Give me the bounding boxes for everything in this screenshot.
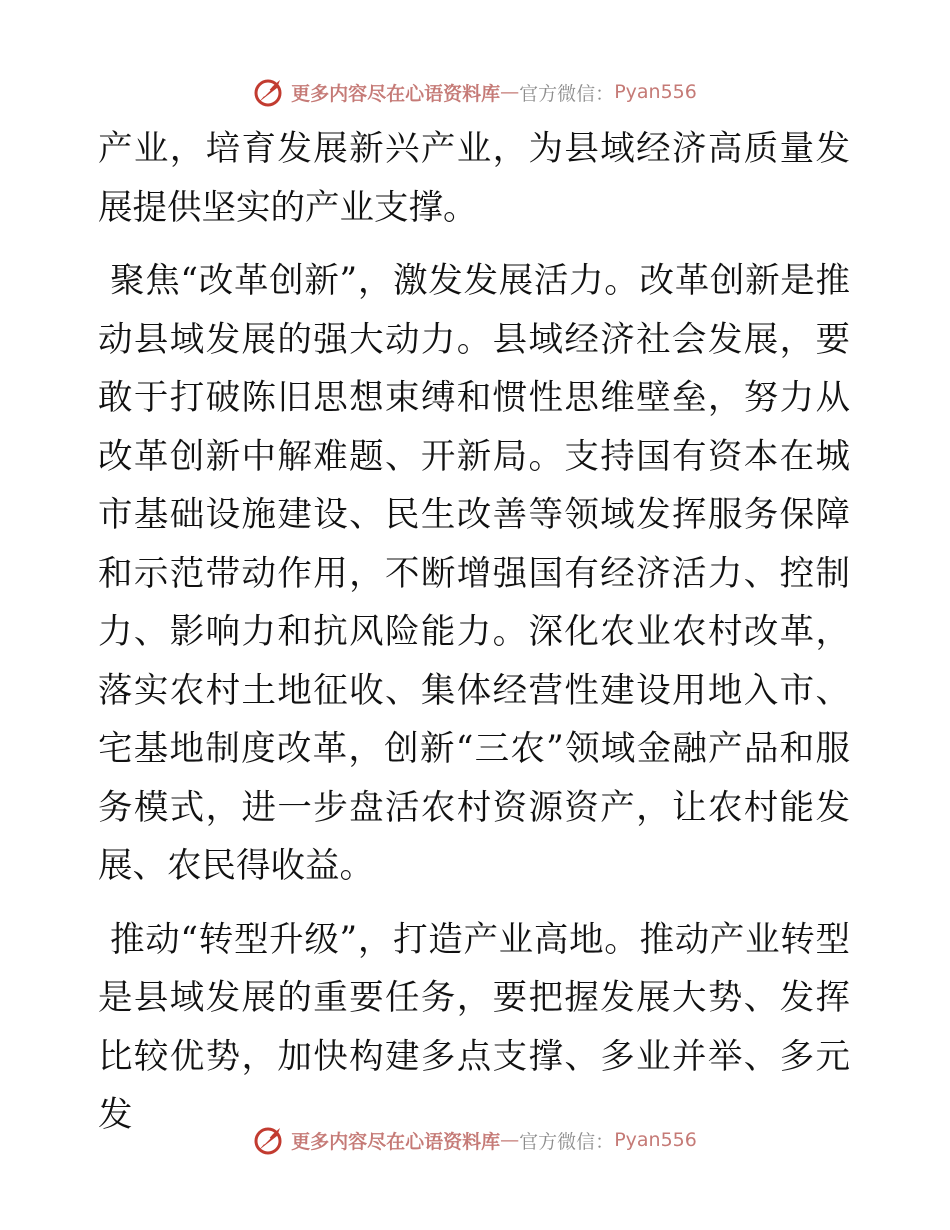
watermark-wechat-id: Pyan556 <box>614 81 697 103</box>
watermark-wechat-label: 官方微信： <box>519 82 615 105</box>
footer-watermark <box>0 1120 950 1160</box>
watermark-site-text: 更多内容尽在心语资料库 <box>291 82 501 105</box>
quill-circle-icon <box>253 1124 285 1156</box>
quill-circle-icon <box>253 76 285 108</box>
watermark-dash: — <box>500 81 520 103</box>
watermark-wechat-label: 官方微信： <box>519 1130 615 1153</box>
paragraph-2: 聚焦“改革创新”，激发发展活力。改革创新是推动县域发展的强大动力。县域经济社会发展，要敢于打破陈旧思想束缚和惯性思维壁垒，努力从改革创新中解难题、开新局。支持国有资本在城市基础设施建设、民生改善等领域发挥服务保障和示范带动作用，不断增强国有经济活力、控制力、影响力和抗风险能力。深化农业农村改革，落实农村土地征收、集体经营性建设用地入市、宅基地制度改革，创新“三农”领域金融产品和服务模式，进一步盘活农村资源资产，让农村能发展、农民得收益。 <box>98 261 850 886</box>
watermark-wechat-id: Pyan556 <box>614 1129 697 1151</box>
watermark-dash: — <box>500 1129 520 1151</box>
watermark-site-text: 更多内容尽在心语资料库 <box>291 1130 501 1153</box>
document-body <box>98 120 850 1145</box>
paragraph-3: 推动“转型升级”，打造产业高地。推动产业转型是县域发展的重要任务，要把握发展大势、发挥比较优势，加快构建多点支撑、多业并举、多元发 <box>98 919 850 1135</box>
header-watermark <box>0 72 950 112</box>
paragraph-1: 产业，培育发展新兴产业，为县域经济高质量发展提供坚实的产业支撑。 <box>98 129 850 228</box>
